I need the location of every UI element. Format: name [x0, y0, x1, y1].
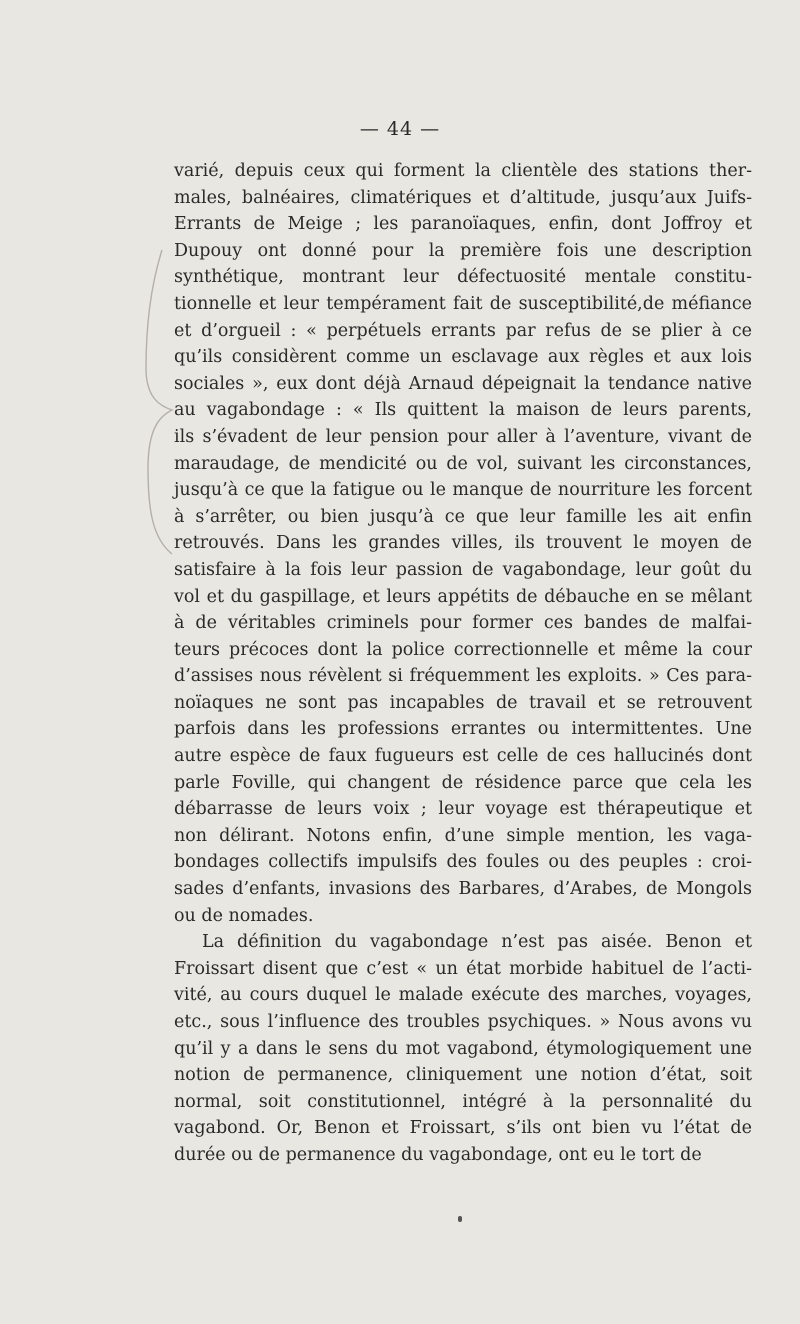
- text-line: varié, depuis ceux qui forment la clientèle des stations ther-: [174, 161, 752, 181]
- text-line: etc., sous l’influence des troubles psychiques. » Nous avons vu: [174, 1012, 752, 1032]
- text-line: à s’arrêter, ou bien jusqu’à ce que leur famille les ait enfin: [174, 506, 752, 527]
- text-line: non délirant. Notons enfin, d’une simple mention, les vaga-: [174, 825, 752, 846]
- text-line: et d’orgueil : « perpétuels errants par refus de se plier à ce: [174, 320, 752, 341]
- text-line: normal, soit constitutionnel, intégré à la personnalité du: [174, 1091, 752, 1112]
- page-number: — 44 —: [359, 118, 441, 140]
- text-line: males, balnéaires, climatériques et d’altitude, jusqu’aux Juifs-: [174, 187, 752, 208]
- text-line: débarrasse de leurs voix ; leur voyage est thérapeutique et: [174, 799, 752, 820]
- text-line: à de véritables criminels pour former ces bandes de malfai-: [174, 613, 752, 634]
- text-line: tionnelle et leur tempérament fait de susceptibilité,de méfiance: [174, 293, 752, 314]
- text-line: teurs précoces dont la police correctionnelle et même la cour: [174, 639, 752, 660]
- text-line: satisfaire à la fois leur passion de vagabondage, leur goût du: [174, 559, 752, 580]
- text-line: notion de permanence, cliniquement une notion d’état, soit: [174, 1065, 752, 1086]
- text-line: parle Foville, qui changent de résidence parce que cela les: [174, 772, 752, 793]
- text-line: Froissart disent que c’est « un état morbide habituel de l’acti-: [174, 958, 752, 979]
- text-line: vagabond. Or, Benon et Froissart, s’ils ont bien vu l’état de: [174, 1118, 752, 1139]
- text-line: bondages collectifs impulsifs des foules ou des peuples : croi-: [174, 852, 752, 873]
- text-line: Errants de Meige ; les paranoïaques, enfin, dont Joffroy et: [174, 214, 752, 235]
- text-line: synthétique, montrant leur défectuosité mentale constitu-: [174, 267, 752, 288]
- text-line: vol et du gaspillage, et leurs appétits de débauche en se mêlant: [174, 586, 752, 607]
- text-line: noïaques ne sont pas incapables de travail et se retrouvent: [174, 692, 752, 713]
- text-line: durée ou de permanence du vagabondage, ont eu le tort de: [174, 1144, 702, 1165]
- text-line: maraudage, de mendicité ou de vol, suivant les circonstances,: [174, 453, 752, 474]
- body-text: [174, 158, 752, 1169]
- text-line: qu’il y a dans le sens du mot vagabond, étymologiquement une: [174, 1038, 752, 1059]
- text-line: ils s’évadent de leur pension pour aller à l’aventure, vivant de: [174, 426, 752, 447]
- ink-speck: [458, 1216, 462, 1222]
- text-line: jusqu’à ce que la fatigue ou le manque de nourriture les forcent: [174, 480, 752, 501]
- text-line: qu’ils considèrent comme un esclavage aux règles et aux lois: [174, 347, 752, 368]
- text-line: au vagabondage : « Ils quittent la maison de leurs parents,: [174, 400, 752, 421]
- text-line: retrouvés. Dans les grandes villes, ils trouvent le moyen de: [174, 533, 752, 554]
- text-line: ou de nomades.: [174, 905, 314, 926]
- text-line: autre espèce de faux fugueurs est celle de ces hallucinés dont: [174, 746, 752, 767]
- text-line: Dupouy ont donné pour la première fois une description: [174, 240, 752, 261]
- text-line: sociales », eux dont déjà Arnaud dépeignait la tendance native: [174, 373, 752, 394]
- text-line: La définition du vagabondage n’est pas aisée. Benon et: [202, 932, 752, 953]
- text-line: parfois dans les professions errantes ou intermittentes. Une: [174, 719, 752, 740]
- text-line: sades d’enfants, invasions des Barbares, d’Arabes, de Mongols: [174, 879, 752, 900]
- text-line: vité, au cours duquel le malade exécute des marches, voyages,: [174, 985, 752, 1006]
- text-line: d’assises nous révèlent si fréquemment les exploits. » Ces para-: [174, 666, 752, 687]
